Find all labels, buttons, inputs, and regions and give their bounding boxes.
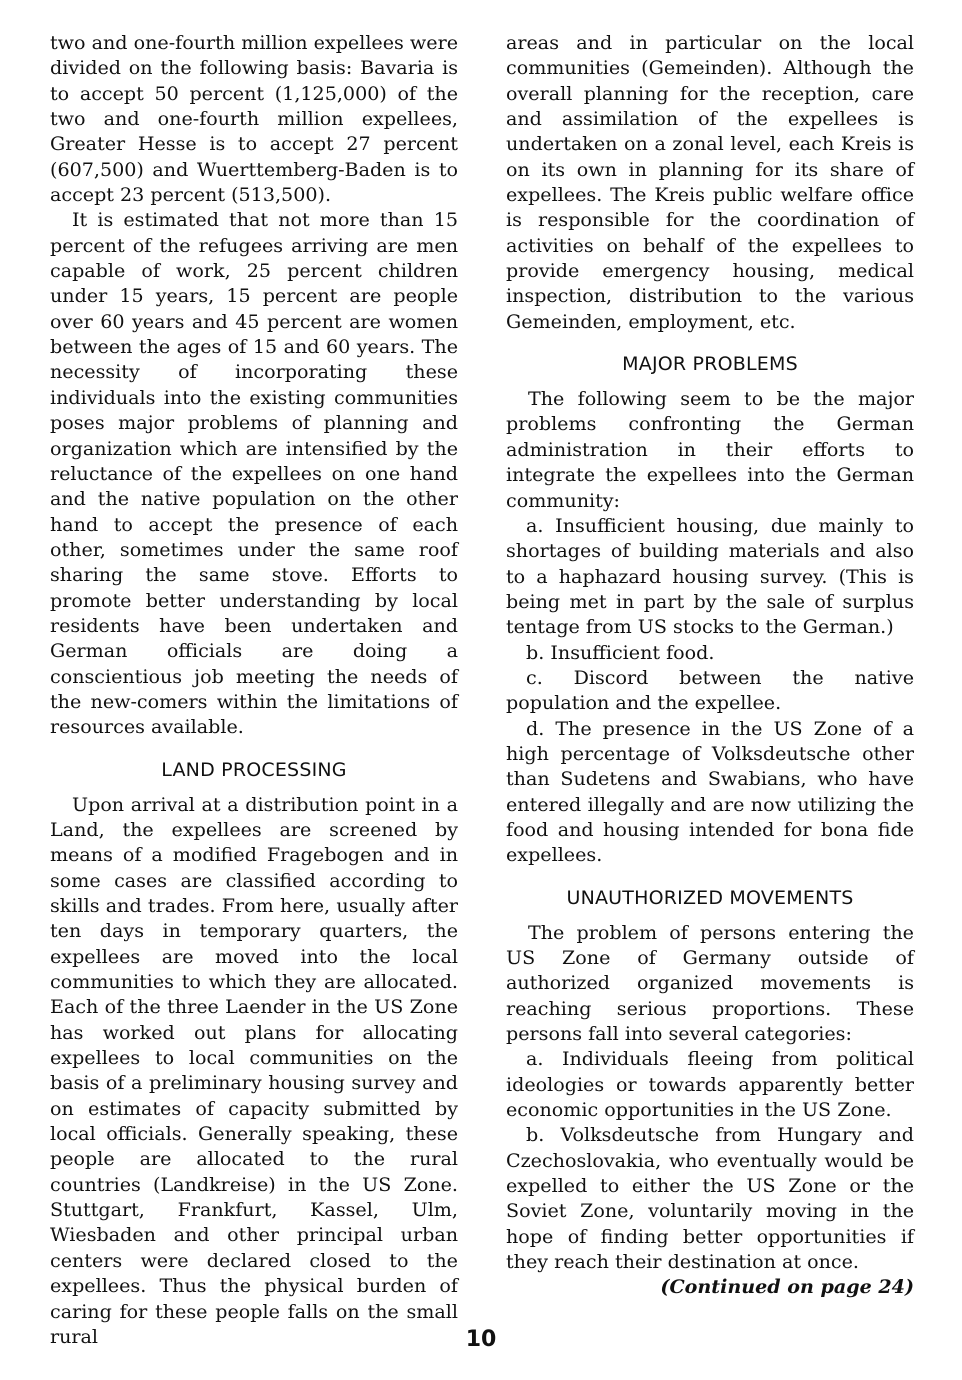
left-column [50, 30, 458, 1349]
problem-a: a. Insufficient housing, due mainly to shortages of building materials and also to a haphazard housing survey. (This is being met in part by the sale of surplus tentage from US stocks to the German.) [506, 513, 914, 639]
problem-c: c. Discord between the native population and the expellee. [506, 665, 914, 715]
land-processing-paragraph: Upon arrival at a distribution point in a Land, the expellees are screened by means of a modified Fragebogen and in some cases are classified according to skills and trades. From here, usually after ten days in temporary quarters, the expellees are moved into the local communities to which they are allocated. Each of the three Laender in the US Zone has worked out plans for allocating expellees to local communities on the basis of a preliminary housing survey and on estimates of capacity submitted by local officials. Generally speaking, these people are allocated to the rural countries (Landkreise) in the US Zone. Stuttgart, Frankfurt, Kassel, Ulm, Wiesbaden and other principal urban centers were declared closed to the expellees. Thus the physical burden of caring for these people falls on the small rural [50, 792, 458, 1348]
major-problems-heading: MAJOR PROBLEMS [622, 353, 798, 376]
category-b: b. Volksdeutsche from Hungary and Czechoslovakia, who eventually would be expelled to either the US Zone or the Soviet Zone, voluntarily moving in the hope of finding better opportunities if they reach their destination at once. [506, 1123, 914, 1274]
category-a: a. Individuals fleeing from political ideologies or towards apparently better economic opportunities in the US Zone. [506, 1047, 914, 1122]
continuation-paragraph: areas and in particular on the local communities (Gemeinden). Although the overall planning for the reception, care and assimilation of the expellees is undertaken on a zonal level, each Kreis is on its own in planning for its share of expellees. The Kreis public welfare office is responsible for the coordination of activities on behalf of the expellees to provide emergency housing, medical inspection, distribution to the various Gemeinden, employment, etc. [506, 31, 914, 333]
continued-note: (Continued on page 24) [660, 1275, 914, 1299]
problem-d: d. The presence in the US Zone of a high percentage of Volksdeutsche other than Sudetens and Swabians, who have entered illegally and are now utilizing the food and housing intended for bona fide expellees. [506, 716, 914, 867]
estimate-paragraph: It is estimated that not more than 15 percent of the refugees arriving are men capable of work, 25 percent children under 15 years, 15 percent are people over 60 years and 45 percent are women between the ages of 15 and 60 years. The necessity of incorporating these individuals into the existing communities poses major problems of planning and organization which are intensified by the reluctance of the expellees on one hand and the native population on the other hand to accept the presence of each other, sometimes under the same roof sharing the same stove. Efforts to promote better understanding by local residents have been undertaken and German officials are doing a conscientious job meeting the needs of the new-comers within the limitations of resources available. [50, 208, 458, 739]
right-column [506, 30, 914, 1300]
problem-b: b. Insufficient food. [526, 640, 715, 664]
page-number: 10 [465, 1327, 497, 1352]
unauthorized-movements-heading: UNAUTHORIZED MOVEMENTS [566, 886, 854, 909]
intro-paragraph: two and one-fourth million expellees were divided on the following basis: Bavaria is to accept 50 percent (1,125,000) of the two and one-fourth million expellees, Greater Hesse is to accept 27 percent (607,500) and Wuerttemberg-Baden is to accept 23 percent (513,500). [50, 31, 458, 207]
land-processing-heading: LAND PROCESSING [161, 758, 347, 781]
major-problems-intro: The following seem to be the major problems confronting the German administration in their efforts to integrate the expellees into the German community: [506, 387, 914, 512]
unauthorized-intro: The problem of persons entering the US Zone of Germany outside of authorized organized movements is reaching serious proportions. These persons fall into several categories: [506, 920, 914, 1046]
